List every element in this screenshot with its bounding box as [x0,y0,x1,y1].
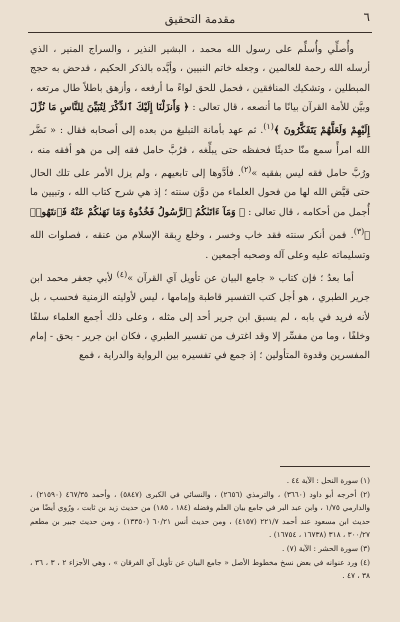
paragraph-2 [30,265,370,366]
paragraph-1 [30,40,370,265]
quran-verse-1: ﴿ وَأَنزَلْنَا إِلَيْكَ ٱلذِّكْرَ لِتُبَيِّنَ لِلنَّاسِ مَا نُزِّلَ إِلَيْهِمْ وَلَعَلَّهُمْ يَتَفَكَّرُونَ ﴾ [30,101,370,137]
paragraph-1-text: وأُصلِّي وأُسلِّم على رسول الله محمد ، البشير النذير ، والسراج المنير ، الذي أرسله الله رحمة للعالمين ، وجعله خاتم النبيين ، وأيَّده بالذكر الحكيم ، فدحض به حجج المبطلين ، وتشكيك المنافقين ، فحمل للحق لواءً ما أرفعه ، وأزهق باطلاً طال مرتعه ، وبيَّن للأمة القرآن بيانًا ما أنصعه ، قال تعالى : [30,44,370,113]
footnote-1: (١) سورة النحل : الآية ٤٤ . [286,476,370,485]
footnotes [30,474,370,583]
paragraph-1-continuation-3: . فمن أنكر سنته فقد خاب وخسر ، وخلع رِبقة الإسلام من عنقه ، فصلوات الله وتسليماته عليه وعلى آله وصحبه أجمعين . [30,230,370,261]
main-text [30,40,370,366]
footnote-2: (٢) أخرجه أبو داود (٣٦٦٠) ، والترمذي (٢٦٥٦) ، والنسائي في الكبرى (٥٨٤٧) ، وأحمد ٤٦٧/٣٥ (٢١٥٩٠) ، والدارمي ١/٧٥ ، وابن عبد البر في جامع بيان العلم وفضله (١٨٤ ، ١٨٥) من حديث زيد بن ثابت ، ورُوي أيضًا من حديث ابن مسعود عند أحمد ٢٢١/٧ (٤١٥٧) ، ومن حديث أنس ٦٠/٢١ (١٣٣٥٠) ، ومن حديث جبير بن مطعم ٣٠٠/٢٧ ، ٣١٨ (١٦٧٣٨ ، ١٦٧٥٤) . [30,489,371,540]
paragraph-2-text: أما بعدُ ؛ فإن كتاب « جامع البيان عن تأويل آي القرآن » [127,273,354,285]
header-divider [28,32,372,33]
page-header [30,8,370,30]
footnote-ref-2: (٢) [240,164,252,174]
footnote-divider [280,466,370,467]
page-number: ٦ [363,10,370,24]
paragraph-1-continuation: . ثم عهد بأمانة التبليغ من بعده إلى أصحابه فقال : « نَضَّر الله امرأً سمع منّا حديثًا فحفظه حتى يبلِّغه ، فرُبَّ حامل فقه إلى من هو أفقه منه ، ورُبَّ حامل فقه ليس بفقيه » [30,125,370,180]
footnote-3: (٣) سورة الحشر : الآية (٧) . [282,543,370,553]
footnote-ref-3: (٣) [353,227,365,237]
footnote-4: (٤) ورد عنوانه في بعض نسخ مخطوط الأصل « جامع البيان عن تأويل آي الفرقان » ، وهي الأجزاء ٢ ، ٣ ، ٣٦ ، ٣٨ ، ٤٧ . [30,557,370,581]
paragraph-1-continuation-2: . فأدَّوها إلى تابعيهم ، ولم يزل الأمر على تلك الحال حتى قيَّض الله لها من فحول العلماء من دوَّن سنته ؛ إذ هي شرح كتاب الله ، وتبيين ما أُجمل من أحكامه ، قال تعالى : [30,168,370,218]
running-title: مقدمة التحقيق [164,12,236,26]
footnote-ref-1: (١) [263,122,274,132]
footnote-ref-4: (٤) [116,269,128,279]
quran-verse-2: ﴿ وَمَآ ءَاتَىٰكُمُ ٱلرَّسُولُ فَخُذُوهُ وَمَا نَهَىٰكُمْ عَنْهُ فَٱنتَهُوا۟ ﴾ [30,206,370,242]
paragraph-2-continuation: لأبي جعفر محمد ابن جرير الطبري ، هو أجل كتب التفسير قاطبة وإمامها ، ليس لأوليته الزمنية فحسب ، بل لأنه فريد في بابه ، لم يسبق ابن جرير أحد إلى مثله ، وعلى ذلك أجمع العلماء سلفًا وخلفًا ، وما من مفسِّر إلا وقد اغترف من تفسير الطبري ، فكان ابن جرير - بحق - إمام المفسرين وقدوة المتأولين ؛ إذ جمع في تفسيره بين الرواية والدراية ، فمع [30,273,370,362]
